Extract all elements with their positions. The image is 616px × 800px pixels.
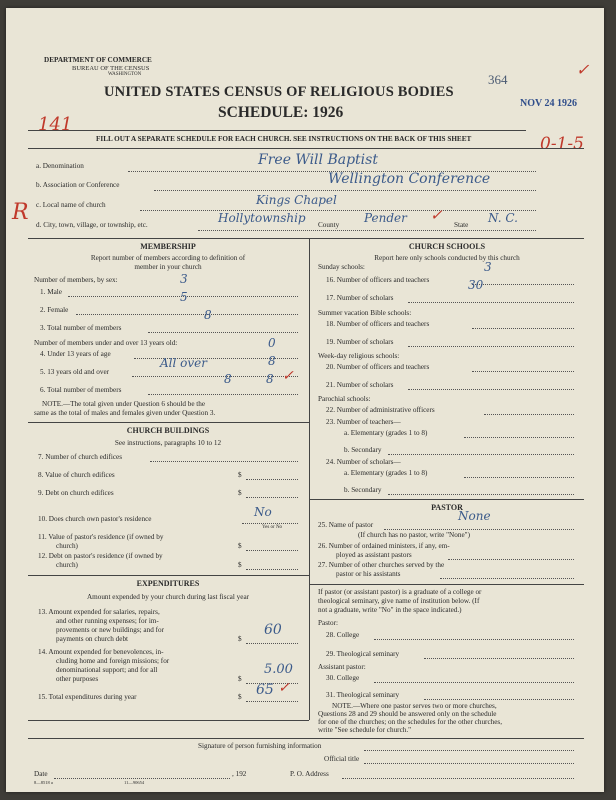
county-check-mark: ✓ [430, 206, 443, 224]
parochial-admin-line [484, 414, 574, 415]
association-value: Wellington Conference [328, 171, 491, 187]
header-rule-bottom [28, 148, 584, 149]
local-name-label: c. Local name of church [36, 201, 106, 209]
pastor-seminary-line [424, 658, 574, 659]
total-expenditures-dollar: $ [238, 693, 242, 701]
buildings-rule [28, 575, 309, 576]
membership-note-1: NOTE.—The total given under Question 6 should be the [42, 400, 206, 408]
female-label: 2. Female [40, 306, 69, 314]
total-members-2-label: 6. Total number of members [40, 386, 122, 394]
summer-officers-line [472, 328, 574, 329]
scholars-secondary-line [388, 494, 574, 495]
benevolences-value: 5.00 [264, 662, 293, 677]
membership-rule [28, 422, 309, 423]
official-title-line [364, 763, 574, 764]
other-churches-label-2: pastor or his assistants [336, 570, 401, 578]
schools-heading: CHURCH SCHOOLS [408, 242, 486, 251]
residence-value-label-2: church) [56, 542, 78, 550]
summer-officers-label: 18. Number of officers and teachers [326, 320, 430, 328]
summer-scholars-line [408, 346, 574, 347]
city-text: WASHINGTON [108, 72, 142, 77]
signature-label: Signature of person furnishing information [198, 742, 322, 750]
teachers-secondary-label: b. Secondary [344, 446, 382, 454]
pastor-note-2: Questions 28 and 29 should be answered only on the schedule [318, 710, 497, 718]
denomination-label: a. Denomination [36, 162, 84, 170]
debt-edifices-label: 9. Debt on church edifices [38, 489, 114, 497]
state-label: State [454, 221, 469, 229]
pastor-subhead: Pastor: [318, 619, 338, 627]
running-expenses-label-1: 13. Amount expended for salaries, repairs, [38, 608, 160, 616]
over-13-note: All over [160, 356, 207, 370]
weekday-officers-label: 20. Number of officers and teachers [326, 363, 430, 371]
margin-mark: R [12, 200, 29, 225]
running-expenses-value: 60 [264, 622, 282, 638]
summer-schools-label: Summer vacation Bible schools: [318, 309, 412, 317]
grid-divider [309, 238, 310, 720]
pastor-name-hint: (If church has no pastor, write "None") [358, 531, 470, 539]
residence-value-label-1: 11. Value of pastor's residence (if owned by [38, 533, 164, 541]
female-line [76, 314, 298, 315]
graduate-note-3: not a graduate, write "No" in the space indicated.) [318, 606, 462, 614]
assistant-ministers-label-2: ployed as assistant pastors [336, 551, 412, 559]
scholars-secondary-label: b. Secondary [344, 486, 382, 494]
benevolences-label-1: 14. Amount expended for benevolences, in- [38, 648, 164, 656]
sunday-officers-value: 3 [484, 260, 492, 274]
denomination-value: Free Will Baptist [258, 152, 378, 168]
state-value: N. C. [488, 211, 518, 225]
debt-edifices-line [246, 497, 298, 498]
assistant-ministers-line [448, 559, 574, 560]
benevolences-label-3: denominational support; and for all [56, 666, 158, 674]
total-members-line [148, 332, 298, 333]
form-title: UNITED STATES CENSUS OF RELIGIOUS BODIES [104, 84, 454, 100]
form-code: 8—8518 a [34, 780, 53, 785]
under-13-label: 4. Under 13 years of age [40, 350, 111, 358]
address-line [342, 778, 574, 779]
red-check-mark: ✓ [576, 60, 590, 79]
schools-sub: Report here only schools conducted by this church [374, 254, 520, 262]
total-members-value: 8 [204, 308, 212, 322]
county-label: County [318, 221, 340, 229]
expenditures-sub: Amount expended by your church during last fiscal year [86, 593, 250, 601]
pastor-name-value: None [458, 509, 491, 523]
date-label: Date [34, 770, 48, 778]
official-title-label: Official title [324, 755, 360, 763]
teachers-elementary-line [464, 437, 574, 438]
pastor-name-line [384, 529, 574, 530]
weekday-scholars-label: 21. Number of scholars [326, 381, 394, 389]
value-edifices-line [246, 479, 298, 480]
total-members-2-struck: 8 [224, 372, 232, 386]
pastor-name-label: 25. Name of pastor [318, 521, 374, 529]
benevolences-label-4: other purposes [56, 675, 99, 683]
census-form-sheet [6, 8, 604, 792]
buildings-sub: See instructions, paragraphs 10 to 12 [114, 439, 222, 447]
sunday-scholars-label: 17. Number of scholars [326, 294, 394, 302]
sunday-schools-label: Sunday schools: [318, 263, 365, 271]
sunday-scholars-line [408, 302, 574, 303]
pastor-note-3: for one of the churches; on the schedules for the other churches, [318, 718, 503, 726]
graduate-note-1: If pastor (or assistant pastor) is a graduate of a college or [318, 588, 482, 596]
total-expenditures-value: 65 [256, 682, 274, 698]
church-edifices-line [150, 461, 298, 462]
local-name-line [140, 210, 536, 211]
sunday-officers-label: 16. Number of officers and teachers [326, 276, 430, 284]
assistant-seminary-line [424, 699, 574, 700]
membership-note-2: same as the total of males and females given under Question 3. [34, 409, 216, 417]
other-churches-line [440, 578, 574, 579]
residence-value-dollar: $ [238, 542, 242, 550]
city-line [198, 230, 536, 231]
form-body [12, 48, 590, 785]
expenditures-heading: EXPENDITURES [136, 579, 200, 588]
pastor-rule [309, 584, 584, 585]
teachers-elementary-label: a. Elementary (grades 1 to 8) [344, 429, 428, 437]
association-line [154, 190, 536, 191]
age-label: Number of members under and over 13 years old: [34, 339, 178, 347]
assistant-college-line [374, 682, 574, 683]
pastor-heading: PASTOR [431, 503, 463, 512]
schools-rule [309, 499, 584, 500]
parochial-scholars-label: 24. Number of scholars— [326, 458, 401, 466]
residence-debt-dollar: $ [238, 561, 242, 569]
benevolences-dollar: $ [238, 675, 242, 683]
debt-edifices-dollar: $ [238, 489, 242, 497]
graduate-note-2: theological seminary, give name of institution below. (If [318, 597, 480, 605]
male-value: 3 [180, 272, 188, 286]
total-expenditures-line [246, 701, 298, 702]
running-expenses-label-4: payments on church debt [56, 635, 129, 643]
buildings-heading: CHURCH BUILDINGS [126, 426, 210, 435]
total-members-label: 3. Total number of members [40, 324, 122, 332]
over-13-label: 5. 13 years old and over [40, 368, 110, 376]
total-members-2-value: 8 [266, 372, 274, 386]
grid-rule-bottom [28, 738, 584, 739]
total-expenditures-label: 15. Total expenditures during year [38, 693, 137, 701]
assistant-seminary-label: 31. Theological seminary [326, 691, 400, 699]
running-expenses-dollar: $ [238, 635, 242, 643]
sunday-officers-line [472, 284, 574, 285]
parochial-admin-label: 22. Number of administrative officers [326, 406, 435, 414]
stamp-date: NOV 24 1926 [520, 98, 578, 109]
weekday-schools-label: Week-day religious schools: [318, 352, 400, 360]
year-label: , 192 [232, 770, 247, 778]
residence-debt-label-1: 12. Debt on pastor's residence (if owned by [38, 552, 163, 560]
membership-intro-1: Report number of members according to definition of [90, 254, 246, 262]
hand-code: 0-1-5 [540, 134, 584, 154]
teachers-secondary-line [388, 454, 574, 455]
signature-line [364, 750, 574, 751]
scholars-elementary-label: a. Elementary (grades 1 to 8) [344, 469, 428, 477]
date-line [54, 778, 230, 779]
department-text: DEPARTMENT OF COMMERCE [44, 56, 152, 64]
value-edifices-label: 8. Value of church edifices [38, 471, 115, 479]
total-members-check: ✓ [282, 368, 294, 384]
city-value: Hollytownship [218, 211, 306, 225]
female-value: 5 [180, 290, 188, 304]
grid-rule-top [28, 238, 584, 239]
sunday-scholars-value: 30 [468, 278, 484, 292]
yes-no-hint: Yes or No [262, 525, 283, 530]
benevolences-label-2: cluding home and foreign missions; for [56, 657, 170, 665]
running-expenses-label-2: and other running expenses; for im- [56, 617, 159, 625]
summer-scholars-label: 19. Number of scholars [326, 338, 394, 346]
members-by-sex-label: Number of members, by sex: [34, 276, 118, 284]
running-expenses-label-3: provements or new buildings; and for [56, 626, 164, 634]
over-13-value: 8 [268, 354, 276, 368]
address-label: P. O. Address [290, 770, 329, 778]
other-churches-label-1: 27. Number of other churches served by the [318, 561, 445, 569]
pastor-seminary-label: 29. Theological seminary [326, 650, 400, 658]
pastor-note-1: NOTE.—Where one pastor serves two or more churches, [332, 702, 497, 710]
print-code: 11—90654 [124, 780, 145, 785]
hand-number: 141 [38, 114, 73, 135]
pastor-residence-label: 10. Does church own pastor's residence [38, 515, 152, 523]
membership-heading: MEMBERSHIP [140, 242, 196, 251]
weekday-scholars-line [408, 389, 574, 390]
assistant-ministers-label-1: 26. Number of ordained ministers, if any, em- [318, 542, 450, 550]
association-label: b. Association or Conference [36, 181, 120, 189]
local-name-value: Kings Chapel [256, 193, 337, 207]
county-value: Pender [364, 211, 407, 225]
weekday-officers-line [472, 371, 574, 372]
running-expenses-line [246, 643, 298, 644]
left-bottom-rule [28, 720, 309, 721]
fill-out-instruction: FILL OUT A SEPARATE SCHEDULE FOR EACH CHURCH. SEE INSTRUCTIONS ON THE BACK OF THIS SHEET [96, 135, 472, 143]
membership-intro-2: member in your church [134, 263, 202, 271]
pastor-note-4: write "See schedule for church." [318, 726, 412, 734]
church-edifices-label: 7. Number of church edifices [38, 453, 123, 461]
city-label: d. City, town, village, or township, etc. [36, 221, 148, 229]
male-label: 1. Male [40, 288, 62, 296]
parochial-schools-label: Parochial schools: [318, 395, 371, 403]
bureau-text: BUREAU OF THE CENSUS [72, 65, 150, 72]
value-edifices-dollar: $ [238, 471, 242, 479]
under-13-value: 0 [268, 336, 276, 350]
residence-value-line [246, 550, 298, 551]
assistant-pastor-subhead: Assistant pastor: [318, 663, 366, 671]
total-members-2-line [148, 394, 298, 395]
assistant-college-label: 30. College [326, 674, 360, 682]
header-rule-top [28, 130, 526, 131]
pastor-college-label: 28. College [326, 631, 360, 639]
pastor-college-line [374, 639, 574, 640]
scholars-elementary-line [464, 477, 574, 478]
total-expenditures-check: ✓ [278, 680, 290, 696]
pastor-residence-value: No [254, 505, 272, 519]
residence-debt-label-2: church) [56, 561, 78, 569]
parochial-teachers-label: 23. Number of teachers— [326, 418, 401, 426]
residence-debt-line [246, 569, 298, 570]
schedule-title: SCHEDULE: 1926 [218, 104, 344, 121]
stamp-number: 364 [488, 72, 508, 87]
pastor-residence-line [242, 523, 298, 524]
